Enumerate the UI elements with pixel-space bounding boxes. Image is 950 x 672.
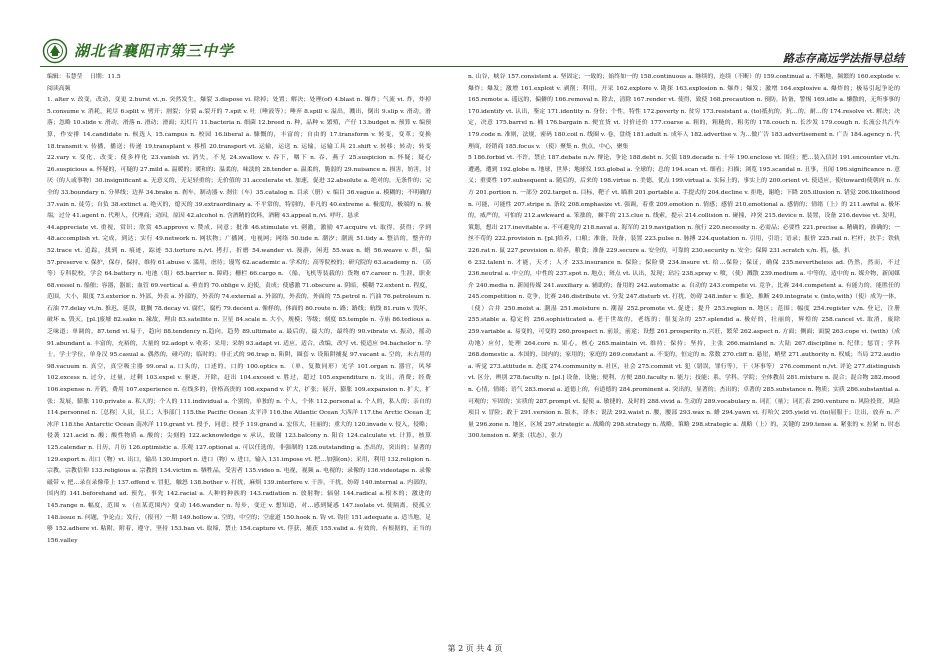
header-motto: 路志存高远学法指导总结 xyxy=(783,52,904,65)
date-label: 日期：11.5 xyxy=(89,74,121,80)
school-logo-icon xyxy=(42,38,68,64)
paragraph: 5 186.forbid vt. 不许，禁止 187.debate n./v. 辩论，争论 188.debt n. 欠债 189.decade n. 十年 190.enclose vt. 围住；把…装入信封 191.encounter vt./n. 遭遇，遭到 192.globe n. 地球，世界；地球仪 193.global a. 全球的；总的 194.scan vt. 细看；扫描；浏览 195.scandal n. 丑事，丑闻 196.significance n. 意义；重要性 197.subsequent a. 随后的，后来的 198.virtue n. 美德，优点 199.virtual a. 实际上的，事实上的 200.orient vt. 使适应，使(toward)使朝向 n. 东方 201.portion n. 一部分 202.target n. 目标，靶子 vt. 瞄准 201.portable a. 手提式的 204.decline v. 拒绝，谢绝；下降 205.illusion n. 错觉 206.likelihood n. 可能，可能性 207.stripe n. 条纹 208.emphasize vt. 强调，着重 209.emotion n. 情感；感情 210.emotional a. 感情的；情绪（上）的 211.awful a. 极坏的，威严的，可怕的 212.awkward a. 笨拙的，棘手的 213.clue n. 线索，提示 214.collision n. 碰撞，冲突 215.device n. 装置，设备 216.devise vt. 发明，策划，想出 217.inevitable a. 不可避免的 218.naval a. 海军的 219.navigation n. 航行 220.necessity n. 必需品；必要性 221.precise a. 精确的，准确的；一丝不苟的 222.provision n. [pl.]给养，口粮；准备，设备，装置 223.pulse n. 脉搏 224.quotation n. 引用，引语；语录；报价 225.rail n. 栏杆，扶手；铁轨 226.rat n. 鼠 227.provision n. 给养，粮食；准备 229.secure a. 安全的，可靠的 230.security n. 安全；保障 231.scratch v./n. 抓，搔，扒 xyxy=(468,155,900,254)
right-column xyxy=(468,72,900,443)
editor-label: 编辑：韦慧莹 xyxy=(47,74,83,80)
page-header xyxy=(40,38,910,68)
left-column xyxy=(47,72,431,547)
paragraph: 1. alter v. 改变，改动，变更 2.burst vi.,n. 突然发生，爆裂 3.dispose vi. 除掉；处置；解决；处理(of) 4.blast n. 爆炸；气流 vi. 炸，炸掉 5.consume v. 消耗，耗尽 6.split v. 劈开；割裂；分裂 a.裂开的 7.spit v. 吐（唾液等）；唾弃 8.spill v. 溢出，溅出，倒出 9.slip v. 滑动，滑落；忽略 10.slide v. 滑动，滑落 n. 滑动；滑面；幻灯片 11.bacteria n. 细菌 12.breed n. 种，品种 v. 繁殖，产仔 13.budget n. 预算 v. 编预算，作安排 14.candidate n. 候选人 15.campus n. 校园 16.liberal a. 慷慨的，丰富的；自由的 17.transform v. 转变，变革；变换 18.transmit v. 传播，播送；传递 19.transplant v. 移植 20.transport vt. 运输，运送 n. 运输，运输工具 21.shift v. 转移；转动；转变 22.vary v. 变化，改变；使多样化 23.vanish vi. 消失，不见 24.swallow v. 吞下，咽下 n. 吞，燕子 25.suspicion n. 怀疑；疑心 26.suspicious a. 怀疑的，可疑的 27.mild a. 温暖的；暖和的；温柔的，味淡的 28.tender a. 温柔的，脆弱的 29.nuisance n. 损害，妨害，讨厌（的人或事物）30.insignificant a. 无意义的，无足轻重的；无价值的 31.accelerate vt. 加速，促进 32.absolute a. 绝对的，无条件的；完全的 33.boundary n. 分界线；边界 34.brake n. 刹车，制动器 v. 刹住（车）35.catalog n. 目录（册）v. 编目 36.vague a. 模糊的；不明确的 37.vain n. 徒劳；自负 38.extinct a. 绝灭的，熄灭的 39.extraordinary a. 不平常的，特别的，非凡的 40.extreme a. 极度的，极端的 n. 极端，过分 41.agent n. 代理人，代理商；动因，原因 42.alcohol n. 含酒精的饮料，酒精 43.appeal n./vi. 呼吁，恳求 xyxy=(47,97,431,220)
paragraph: n. 山谷，峡谷 157.consistent a. 坚固定；一致的；始终如一的 158.continuous a. 继续的，连续（不断）的 159.continual a. 不断地，频繁的 160.explode v. 爆炸；爆发；激增 161.exploit v. 剥削；利用，开采 162.explore v. 勘探 163.explosion n. 爆炸；爆发；激增 164.explosive a. 爆炸的；极易引起争论的 165.remote a. 遥远的，偏僻的 166.removal n. 除去，清除 167.render vt. 使得，致使 168.precaution n. 预防，防备，警惕 169.idle a. 懒散的，无所事事的 170.identify vt. 认出，鉴定 171.identity n. 身份；个性，特性 172.poverty n. 贫穷 173.resistant a. (to)抵抗的，抗…的，耐…的 174.resolve vt. 解决；决定，决意 175.barrel n. 桶 176.bargain n. 便宜货 vi. 讨价还价 177.coarse a. 粗的，粗糙的，粗劣的 178.couch n. 长沙发 179.cough n. 长流公共汽车 179.code n. 准则，法规，密码 180.coil n. 线圈 v. 卷，盘绕 181.adult n. 成年人 182.advertise v. 为…做广告 183.advertisement n. 广告 184.agency n. 代理商，经销商 185.focus v. （使）聚集 n. 焦点，中心，聚集 xyxy=(468,74,900,150)
section-label: 阅读高频 xyxy=(47,85,71,92)
meta-line xyxy=(47,72,431,84)
header-divider xyxy=(40,66,908,67)
school-name: 湖北省襄阳市第三中学 xyxy=(74,42,235,60)
paragraph: 44.appreciate vt. 重视，赏识；欣赏 45.approve v. 赞成，同意；批准 46.stimulate vt. 刺激，激励 47.acquire vt. 取得，获得；学到 48.accomplish vt. 完成，到达；实行 49.network n. 网状物；广播网，电视网；网络 50.tide n. 潮汐；潮流 51.tidy a. 整洁的，整齐的 52.trace vt. 追踪，找到 n. 痕迹，踪迹 53.torture n./vt. 拷打，折磨 54.wander vi. 漫游，闲逛 55.wax n. 蜡 56.weave v. 织，编 57.preserve v. 保护，保存，保持，维持 61.abuse v. 滥用，虐待；谩骂 62.academic a. 学术的；高等院校的；研究院的 63.academy n. （高等）专科院校，学会 64.battery n. 电池（组）65.barrier n. 障碍；栅栏 66.cargo n. （船、飞机等装载的）货物 67.career n. 生涯，职业 68.vessel n. 船舶；容器，器皿；血管 69.vertical a. 垂直的 70.oblige v. 迫使，责成；使感激 71.obscure a. 阴暗，模糊 72.extent n. 程度，范围，大小，限度 73.exterior n. 外部，外表 a. 外部的，外表的 74.external a. 外部的，外表的，外面的 75.petrol n. 汽油 76.petroleum n. 石油 77.delay vt./n. 推迟，延误，耽搁 78.decay vi. 腐烂，腐朽 79.decent a. 像样的，体面的 80.route n. 路；路线；航线 81.ruin v. 毁坏，破坏 n. 毁灭，[pl.]废墟 82.sake n. 缘故，理由 83.satellite n. 卫星 84.scale n. 大小，规模；等级；刻度 85.temple n. 寺庙 86.tedious a. 乏味道；单调的，87.tend vi.易于，趋向 88.tendency n.趋向，趋势 89.ultimate a. 最后的，最大的，最终的 90.vibrate vi. 振动，摇动 91.abundant a. 丰富的，充裕的，大量的 92.adopt v. 收养；采用；采纳 93.adapt vi. 适应，适合，改编，改写 vt. 使适应 94.bachelor n. 学士，学士学位，单身汉 95.casual a. 偶然的，碰巧的；临时的；非正式的 96.trap n. 陷阱，圈套 v. 设陷阱捕捉 97.vacant a. 空的，未占用的 98.vacuum n. 真空，真空吸尘器 99.oral a. 口头的，口述的，口的 100.optics n. （单、复数同形）光学 101.organ n. 器官，风琴 102.excess n. 过分，过量，过剩 103.expel v. 驱逐，开除，赶出 104.exceed v. 胜过，超过 105.expenditure n. 支出，消费；经费 106.expense n. 开销，费用 107.experience n. 在线多的，价格高贵的 108.expand v. 扩大，扩张；展开，膨胀 109.expansion n. 扩大，扩张；发展，膨胀 110.private a. 私人的；个人的 111.individual a. 个别的，单独的 n. 个人，个体 112.personal a. 个人的，私人的；亲自的 114.personnel n.［总称］人员，员工；人事部门 115.the Pacific Ocean 太平洋 116.the Atlantic Ocean 大西洋 117.the Arctic Ocean 北冰洋 118.the Antarctic Ocean 南冰洋 119.grant vt. 授予，同意；授予 119.grand a. 宏伟大，壮丽的；重大的 120.invade v. 侵入，侵略；侵袭 121.acid n. 酸；酸性物质 a. 酸的；尖刻的 122.acknowledge v. 承认，致谢 123.balcony n. 阳台 124.calculate vt. 计算，核算 125.calendar n. 日历，月历 126.optimistic a. 乐观 127.optional a. 可以任选的，非强制的 128.outstanding a. 杰出的，突出的；显著的 129.export n. 出口（物）vi. 出口，输出 130.import n. 进口（物）v. 进口，输入 131.impose vt. 把…加强(on)；采用，利用 132.religion n. 宗教，宗教信仰 133.religious a. 宗教的 134.victim n. 牺牲品，受害者 135.video n. 电视，视频 a. 电视的；录像的 136.videotape n. 录像磁带 v. 把…录在录像带上 137.offend v. 冒犯，触怒 138.bother v. 打扰，麻烦 139.interfere v. 干涉，干扰，妨碍 140.internal a. 内部的，国内的 141.beforehand ad. 预先，事先 142.racial a. 人种的种族的 143.radiation n. 放射物；辐射 144.radical a.根本的；激进的 145.range n. 幅度，范围 v. （在某范围内）变动 146.wander n. 每步，变迁 v. 想知道，对…感到疑惑 147.isolate vt. 使隔离，使孤立 148.issue n. 问题，争论点；发行，（报刊）一期 149.hollow a. 空的，中空的；空虚道 150.hook n. 钩 vt. 钩住 151.adequate a. 适当地，足够 152.adhere vi. 粘附，附着，遵守，坚持 153.ban vt. 取缔，禁止 154.capture vt. 俘获，捕获 155.valid a. 有效的，有根据的，正当的 156.valley xyxy=(47,224,431,544)
page-number: 第 2 页 共 4 页 xyxy=(447,644,503,653)
paragraph: 6 232.talent n. 才能，天才；人才 233.insurance n. 保险；保险费 234.insure vt. 给…保险；保证，确保 235.nevertheless ad. 仍然，然而，不过 236.neutral a. 中立的，中性的 237.spot n. 地点；斑点 vt. 认出，发现；玷污 238.spray v. 喷，（使）溅散 239.medium a. 中等的，适中的 n. 媒介物，新闻媒介 240.media n. 新闻传媒 241.auxiliary a. 辅助的；备用的 242.automatic a. 自动的 243.compete vi. 竞争，比赛 244.competent a. 有能力的，能胜任的 245.competition n. 竞争，比赛 246.distribute vt. 分发 247.disturb vt. 打扰，妨碍 248.infer v. 推论，推断 249.integrate v. (into,with)（使）成为一体，（使）合并 250.moist a. 潮湿 251.moisture n. 潮湿 252.promote vt. 促进；提升 253.region n. 地区；范围；幅度 254.register v./n. 登记，注册 255.stable a. 稳定的 256.sophisticated a. 老于世故的，老练的；很复杂的 257.splendid a. 极好的，壮丽的，辉煌的 258.cancel vt. 取消，废除 259.variable a. 易变的，可变的 260.prospect n. 前景，前途；设想 261.prosperity n.兴旺，繁荣 262.aspect n. 方面；侧面；面貌 263.cope vi. (with)（成功地）应付，处理 264.core n. 果心，核心 265.maintain vt. 维持；保持；坚持，主张 266.mainland n. 大陆 267.discipline n. 纪律；惩罚；学科 268.domestic a. 本国的，国内的；家用的；家庭的 269.constant a. 不变的，恒定的 n. 常数 270.cliff n. 悬崖，峭壁 271.authority n. 权威；当局 272.audio a. 听觉 273.attitude n. 态度 274.community n. 社区，社会 275.commit vt. 犯（错误，罪行等），干（坏事等） 276.comment n./vt. 评论 277.distinguish vt. 区分，辨别 278.faculty n. [pl.] 设备，设施；便利，方便 280.faculty n. 能力；技能；系，学科，学院；全体教员 281.mixture n. 混合；混合物 282.mood n. 心情，情绪；语气 283.moral a. 道德上的，有道德的 284.prominent a. 突出的，显著的；杰出的；卓著的 285.substance n. 物质；实质 286.substantial a. 可观的；牢固的；实质的 287.prompt vt. 促使 a. 敏捷的，及时的 288.vivid a. 生动的 289.vocabulary n. 词汇（量）；词汇表 290.venture n. 风险投资，风险项目 v. 冒险；敢于 291.version n. 版本，译本；说法 292.waist n. 腰，腰部 293.wax n. 蜡 294.yawn vi. 打哈欠 295.yield vi. (to)屈服于；让出，放弃 n. 产量 296.zone n. 地区，区域 297.strategic a. 战略的 298.strategy n. 战略，策略 298.strategic a. 战略（上）的，关键的 299.tense a. 紧张的 v. 拉紧 n. 时态 300.tension n. 紧张（状态），张力 xyxy=(468,259,900,440)
